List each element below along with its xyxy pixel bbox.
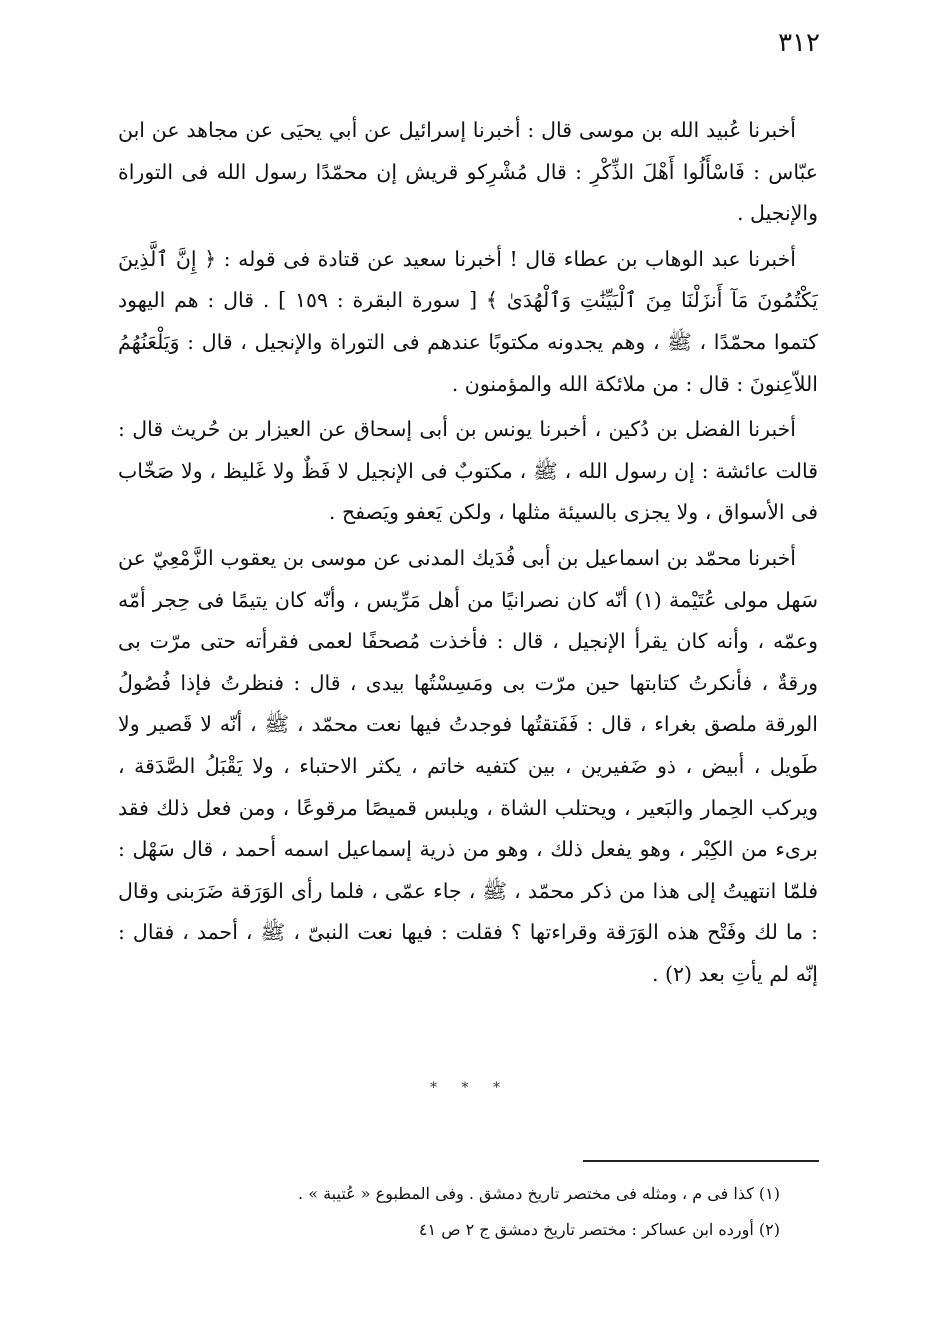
paragraph-4: أخبرنا محمّد بن اسماعيل بن أبى فُدَيك المدنى عن موسى بن يعقوب الزَّمْعِيّ عن سَهل مولى عُتَيْمة (١) أنّه كان نصرانيًا من أهل مَرِّيس ، وأنّه كان يتيمًا فى حِجر أمّه وعمّه ، وأنه كان يقرأ الإنجيل ، قال : فأخذت مُصحفًا لعمى فقرأته حتى مرّت بى ورقةٌ ، فأنكرتُ كتابتها حين مرّت بى ومَسِسْتُها بيدى ، قال : فنظرتُ فإذا فُصُولُ الورقة ملصق بغراء ، قال : فَفَتقتُها فوجدتُ فيها نعت محمّد ، ﷺ ، أنّه لا قَصير ولا طَويل ، أبيض ، ذو ضَفيرين ، بين كتفيه خاتم ، يكثر الاحتباء ، ولا يَقْبَلُ الصَّدَقة ، ويركب الحِمار والبَعير ، ويحتلب الشاة ، ويلبس قميصًا مرقوعًا ، ومن فعل ذلك فقد برىء من الكِبْر ، وهو يفعل ذلك ، وهو من ذرية إسماعيل اسمه أحمد ، قال سَهْل : فلمّا انتهيتُ إلى هذا من ذكر محمّد ، ﷺ ، جاء عمّى ، فلما رأى الوَرَقة ضَرَبنى وقال : ما لك وفَتْح هذه الوَرَقة وقراءتها ؟ فقلت : فيها نعت النبىّ ، ﷺ ، أحمد ، فقال : إنّه لم يأتِ بعد (٢) . <box>118 545 818 986</box>
body-text <box>118 110 818 999</box>
paragraph-1: أخبرنا عُبيد الله بن موسى قال : أخبرنا إسرائيل عن أبي يحيَى عن مجاهد عن ابن عبّاس : فَاسْأَلُوا أَهْلَ الذِّكْرِ : قال مُشْرِكو قريش إن محمّدًا رسول الله فى التوراة والإنجيل . <box>118 118 818 226</box>
paragraph-2: أخبرنا عبد الوهاب بن عطاء قال ! أخبرنا سعيد عن قتادة فى قوله : ﴿ إِنَّ ٱلَّذِينَ يَكْتُمُونَ مَآ أَنزَلْنَا مِنَ ٱلْبَيِّنَٰتِ وَٱلْهُدَىٰ ﴾ [ سورة البقرة : ١٥٩ ] . قال : هم اليهود كتموا محمّدًا ، ﷺ ، وهم يجدونه مكتوبًا عندهم فى التوراة والإنجيل ، قال : وَيَلْعَنُهُمُ اللاّعِنونَ : قال : من ملائكة الله والمؤمنون . <box>118 246 818 396</box>
footnote-1: (١) كذا فى م ، ومثله فى مختصر تاريخ دمشق . وفى المطبوع « عُتيبة » . <box>298 1184 780 1203</box>
page-number: ٣١٢ <box>778 28 820 58</box>
section-divider: * * * <box>430 1080 510 1096</box>
paragraph-3: أخبرنا الفضل بن دُكين ، أخبرنا يونس بن أبى إسحاق عن العيزار بن حُريث قال : قالت عائشة : إن رسول الله ، ﷺ ، مكتوبٌ فى الإنجيل لا فَظٌ ولا غَليظ ، ولا صَخّاب فى الأسواق ، ولا يجزى بالسيئة مثلها ، ولكن يَعفو ويَصفح . <box>118 417 818 525</box>
footnotes <box>200 1176 780 1248</box>
footnote-rule <box>583 1160 819 1162</box>
footnote-2: (٢) أورده ابن عساكر : مختصر تاريخ دمشق ج ٢ ص ٤١ <box>418 1220 780 1239</box>
